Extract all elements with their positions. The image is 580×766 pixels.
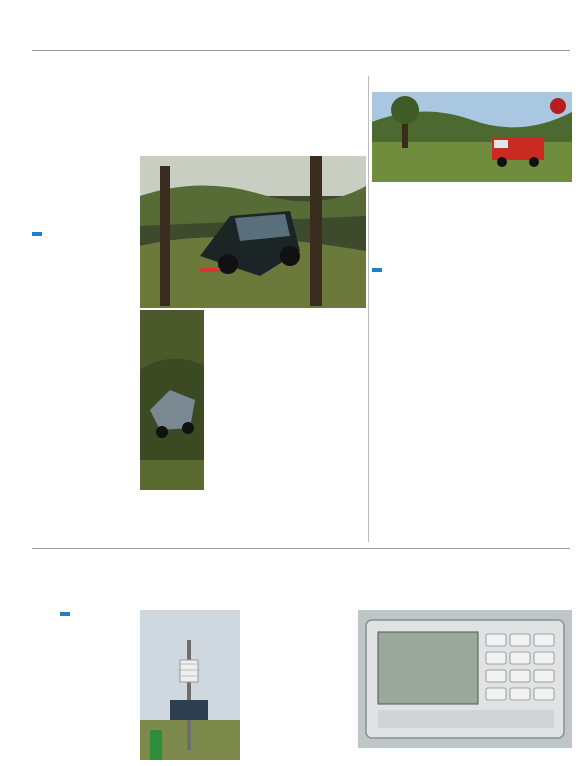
paragraph: [32, 230, 136, 239]
story3-column-1: [60, 610, 138, 619]
column-divider: [368, 76, 369, 542]
story2-photo-fire-truck: [372, 92, 572, 182]
masthead-divider: [32, 50, 570, 51]
paragraph: [60, 610, 138, 619]
lead-marker: [32, 232, 42, 236]
story2-kicker: [372, 76, 376, 88]
masthead: [0, 0, 580, 58]
story1-kicker: [32, 68, 366, 80]
section-divider: [32, 548, 570, 549]
story3-photo-weather-station: [140, 610, 240, 760]
lead-marker: [372, 268, 382, 272]
story1-photo-crash: [140, 156, 366, 308]
paragraph: [372, 266, 572, 275]
lead-marker: [60, 612, 70, 616]
story1-photo-field: [140, 310, 204, 490]
story2-body: [372, 266, 572, 275]
story3-kicker: [32, 552, 572, 563]
story3-photo-console: [358, 610, 572, 748]
story1-column-1: [32, 230, 136, 239]
